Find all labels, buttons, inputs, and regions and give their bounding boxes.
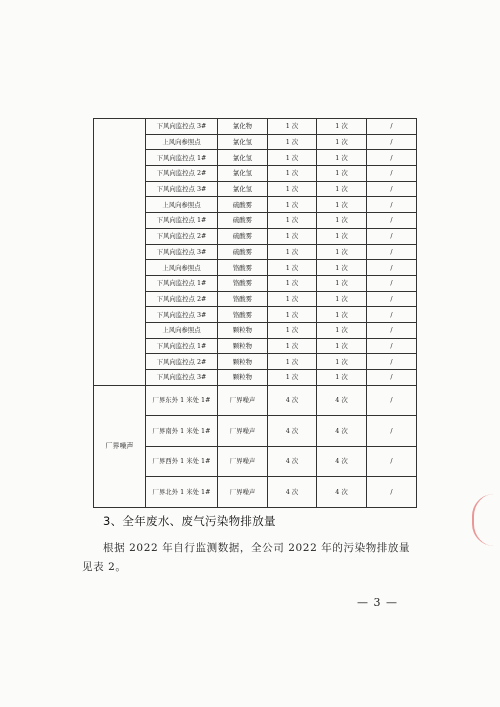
- frequency-cell: 1 次: [268, 134, 317, 150]
- monitoring-point-cell: 下风向监控点 2#: [146, 228, 218, 244]
- pollutant-cell: 氯化氢: [218, 134, 268, 150]
- monitoring-point-cell: 下风向监控点 2#: [146, 166, 218, 182]
- frequency-cell: 1 次: [268, 275, 317, 291]
- page-number: — 3 —: [357, 596, 398, 609]
- frequency-cell: 1 次: [268, 244, 317, 260]
- monitoring-point-cell: 下风向监控点 1#: [146, 150, 218, 166]
- frequency-cell: 1 次: [268, 197, 317, 213]
- pollutant-cell: 铬酸雾: [218, 260, 268, 276]
- frequency-cell: 1 次: [317, 181, 367, 197]
- remark-cell: /: [367, 166, 417, 182]
- frequency-cell: 1 次: [268, 354, 317, 370]
- frequency-cell: 4 次: [268, 385, 317, 416]
- pollutant-cell: 硫酸雾: [218, 244, 268, 260]
- frequency-cell: 1 次: [317, 322, 367, 338]
- remark-cell: /: [367, 446, 417, 477]
- remark-cell: /: [367, 354, 417, 370]
- frequency-cell: 4 次: [317, 416, 367, 447]
- remark-cell: /: [367, 244, 417, 260]
- monitoring-point-cell: 下风向监控点 2#: [146, 354, 218, 370]
- category-cell-air: [94, 119, 146, 386]
- pollutant-cell: 铬酸雾: [218, 291, 268, 307]
- frequency-cell: 1 次: [317, 134, 367, 150]
- frequency-cell: 1 次: [317, 275, 367, 291]
- monitoring-point-cell: 下风向监控点 1#: [146, 275, 218, 291]
- pollutant-cell: 硫酸雾: [218, 228, 268, 244]
- frequency-cell: 1 次: [268, 181, 317, 197]
- remark-cell: /: [367, 197, 417, 213]
- frequency-cell: 1 次: [317, 307, 367, 323]
- remark-cell: /: [367, 181, 417, 197]
- pollutant-cell: 氯化氢: [218, 150, 268, 166]
- remark-cell: /: [367, 307, 417, 323]
- monitoring-point-cell: 下风向监控点 2#: [146, 291, 218, 307]
- pollutant-cell: 厂界噪声: [218, 416, 268, 447]
- red-seal-stamp-edge: [472, 494, 494, 546]
- frequency-cell: 1 次: [317, 213, 367, 229]
- pollutant-cell: 氯化物: [218, 119, 268, 135]
- frequency-cell: 1 次: [317, 370, 367, 386]
- frequency-cell: 1 次: [317, 150, 367, 166]
- frequency-cell: 1 次: [317, 244, 367, 260]
- monitoring-point-cell: 厂界南外 1 米处 1#: [146, 416, 218, 447]
- monitoring-point-cell: 下风向监控点 1#: [146, 213, 218, 229]
- pollutant-cell: 硫酸雾: [218, 213, 268, 229]
- pollutant-cell: 颗粒物: [218, 338, 268, 354]
- frequency-cell: 1 次: [268, 322, 317, 338]
- pollutant-cell: 氯化氢: [218, 181, 268, 197]
- pollutant-cell: 氯化氢: [218, 166, 268, 182]
- monitoring-point-cell: 厂界西外 1 米处 1#: [146, 446, 218, 477]
- pollutant-cell: 铬酸雾: [218, 275, 268, 291]
- frequency-cell: 1 次: [268, 338, 317, 354]
- frequency-cell: 1 次: [317, 228, 367, 244]
- pollutant-cell: 厂界噪声: [218, 446, 268, 477]
- remark-cell: /: [367, 134, 417, 150]
- section-heading: 3、全年废水、废气污染物排放量: [103, 514, 276, 528]
- pollutant-cell: 颗粒物: [218, 322, 268, 338]
- frequency-cell: 4 次: [317, 477, 367, 508]
- frequency-cell: 4 次: [317, 385, 367, 416]
- remark-cell: /: [367, 260, 417, 276]
- frequency-cell: 4 次: [268, 446, 317, 477]
- body-paragraph: 根据 2022 年自行监测数据，全公司 2022 年的污染物排放量见表 2。: [82, 542, 411, 573]
- remark-cell: /: [367, 477, 417, 508]
- remark-cell: /: [367, 228, 417, 244]
- remark-cell: /: [367, 416, 417, 447]
- monitoring-point-cell: 下风向监控点 3#: [146, 181, 218, 197]
- frequency-cell: 1 次: [317, 197, 367, 213]
- monitoring-point-cell: 下风向监控点 3#: [146, 244, 218, 260]
- frequency-cell: 1 次: [268, 150, 317, 166]
- frequency-cell: 1 次: [317, 354, 367, 370]
- frequency-cell: 1 次: [268, 119, 317, 135]
- frequency-cell: 1 次: [268, 228, 317, 244]
- pollutant-cell: 厂界噪声: [218, 477, 268, 508]
- monitoring-point-cell: 上风向参照点: [146, 260, 218, 276]
- pollutant-cell: 硫酸雾: [218, 197, 268, 213]
- monitoring-point-cell: 下风向监控点 3#: [146, 307, 218, 323]
- pollutant-cell: 厂界噪声: [218, 385, 268, 416]
- frequency-cell: 4 次: [268, 416, 317, 447]
- monitoring-point-cell: 下风向监控点 3#: [146, 119, 218, 135]
- remark-cell: /: [367, 119, 417, 135]
- monitoring-table: [93, 118, 417, 508]
- pollutant-cell: 铬酸雾: [218, 307, 268, 323]
- remark-cell: /: [367, 370, 417, 386]
- monitoring-point-cell: 上风向参照点: [146, 134, 218, 150]
- frequency-cell: 4 次: [268, 477, 317, 508]
- frequency-cell: 1 次: [268, 213, 317, 229]
- monitoring-point-cell: 下风向监控点 1#: [146, 338, 218, 354]
- frequency-cell: 1 次: [317, 166, 367, 182]
- monitoring-point-cell: 厂界东外 1 米处 1#: [146, 385, 218, 416]
- monitoring-point-cell: 下风向监控点 3#: [146, 370, 218, 386]
- remark-cell: /: [367, 291, 417, 307]
- remark-cell: /: [367, 322, 417, 338]
- monitoring-point-cell: 厂界北外 1 米处 1#: [146, 477, 218, 508]
- frequency-cell: 1 次: [317, 338, 367, 354]
- frequency-cell: 1 次: [268, 370, 317, 386]
- frequency-cell: 1 次: [268, 260, 317, 276]
- frequency-cell: 1 次: [317, 119, 367, 135]
- table-row: [94, 385, 417, 416]
- frequency-cell: 1 次: [268, 307, 317, 323]
- monitoring-point-cell: 上风向参照点: [146, 197, 218, 213]
- frequency-cell: 1 次: [317, 291, 367, 307]
- frequency-cell: 1 次: [268, 291, 317, 307]
- remark-cell: /: [367, 338, 417, 354]
- frequency-cell: 1 次: [268, 166, 317, 182]
- pollutant-cell: 颗粒物: [218, 370, 268, 386]
- table-row: [94, 119, 417, 135]
- remark-cell: /: [367, 385, 417, 416]
- remark-cell: /: [367, 275, 417, 291]
- pollutant-cell: 颗粒物: [218, 354, 268, 370]
- frequency-cell: 4 次: [317, 446, 367, 477]
- frequency-cell: 1 次: [317, 260, 367, 276]
- monitoring-point-cell: 上风向参照点: [146, 322, 218, 338]
- remark-cell: /: [367, 150, 417, 166]
- remark-cell: /: [367, 213, 417, 229]
- category-cell-noise: 厂界噪声: [94, 385, 146, 507]
